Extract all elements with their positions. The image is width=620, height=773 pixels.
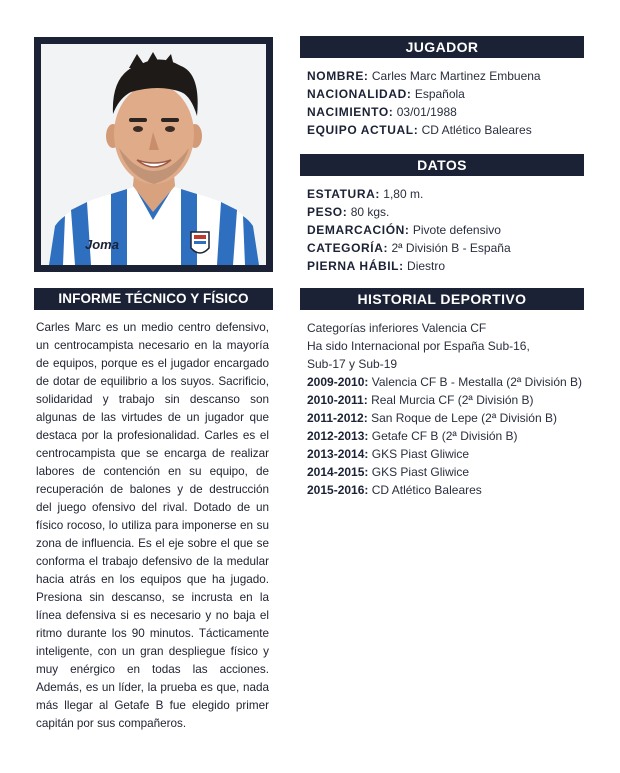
field-value: 2ª División B - España (391, 241, 511, 255)
jugador-section-header: JUGADOR (300, 36, 584, 58)
field-value: Carles Marc Martinez Embuena (371, 69, 541, 83)
season-club: San Roque de Lepe (2ª División B) (371, 411, 557, 425)
field-value: 03/01/1988 (396, 105, 457, 119)
datos-fields (307, 185, 587, 275)
season-club: GKS Piast Gliwice (371, 465, 470, 479)
field-label: PESO: (307, 205, 348, 219)
field-value: 80 kgs. (350, 205, 390, 219)
historial-season (307, 409, 590, 427)
season-years: 2010-2011: (307, 393, 368, 407)
historial-section-header: HISTORIAL DEPORTIVO (300, 288, 584, 310)
season-club: Real Murcia CF (2ª División B) (371, 393, 534, 407)
field-nacionalidad (307, 85, 587, 103)
informe-section-header: INFORME TÉCNICO Y FÍSICO (34, 288, 273, 310)
field-label: NACIONALIDAD: (307, 87, 412, 101)
season-years: 2011-2012: (307, 411, 368, 425)
field-value: Española (414, 87, 465, 101)
historial-list (307, 319, 590, 499)
player-photo (41, 44, 266, 265)
field-estatura (307, 185, 587, 203)
season-years: 2014-2015: (307, 465, 369, 479)
field-label: PIERNA HÁBIL: (307, 259, 404, 273)
season-club: GKS Piast Gliwice (371, 447, 470, 461)
field-demarcacion (307, 221, 587, 239)
field-value: 1,80 m. (383, 187, 424, 201)
season-club: Valencia CF B - Mestalla (2ª División B) (371, 375, 583, 389)
season-years: 2009-2010: (307, 375, 369, 389)
field-label: NOMBRE: (307, 69, 369, 83)
player-photo-frame (34, 37, 273, 272)
historial-season (307, 427, 590, 445)
field-label: CATEGORÍA: (307, 241, 389, 255)
field-value: Pivote defensivo (412, 223, 501, 237)
field-equipo-actual (307, 121, 587, 139)
jugador-fields (307, 67, 587, 139)
historial-season (307, 445, 590, 463)
field-value: CD Atlético Baleares (421, 123, 532, 137)
field-categoria (307, 239, 587, 257)
season-years: 2015-2016: (307, 483, 369, 497)
svg-text:Joma: Joma (85, 237, 119, 252)
historial-intro-line: Ha sido Internacional por España Sub-16, (307, 339, 530, 353)
informe-paragraph: Carles Marc es un medio centro defensivo, un centrocampista necesario en la mayoría de equipos, porque es el jugador encargado de dotar de equilibrio a los suyos. Sacrificio, solidaridad y trabajo sin descanso son algunas de las virtudes de un jugador que destaca por la profesionalidad. Carles es el centrocampista que se encarga de realizar labores de contención en su equipo, de recuperación de balones y de destrucción del juego ofensivo del rival. Dotado de un físico rocoso, lo utiliza para imponerse en su zona de influencia. Es el eje sobre el que se conforma el trabajo defensivo de la medular hacia atrás en los equipos que ha jugado. Presiona sin descanso, se incrusta en la línea defensiva si es necesario y no baja el ritmo durante los 90 minutos. Tácticamente inteligente, con un gran despliegue físico y muy enérgico en todas las acciones. Además, es un líder, la prueba es que, nada más llegar al Getafe B fue elegido primer capitán por sus compañeros. (36, 321, 269, 730)
field-peso (307, 203, 587, 221)
field-value: Diestro (407, 259, 446, 273)
datos-section-header: DATOS (300, 154, 584, 176)
historial-season (307, 373, 590, 391)
season-club: Getafe CF B (2ª División B) (371, 429, 518, 443)
season-years: 2012-2013: (307, 429, 369, 443)
field-label: EQUIPO ACTUAL: (307, 123, 419, 137)
field-nombre (307, 67, 587, 85)
field-label: ESTATURA: (307, 187, 380, 201)
historial-season (307, 481, 590, 499)
historial-season (307, 463, 590, 481)
season-years: 2013-2014: (307, 447, 369, 461)
historial-intro-line: Sub-17 y Sub-19 (307, 357, 398, 371)
season-club: CD Atlético Baleares (371, 483, 482, 497)
player-portrait-illustration (41, 44, 266, 265)
historial-intro-line: Categorías inferiores Valencia CF (307, 321, 487, 335)
historial-season (307, 391, 590, 409)
field-label: DEMARCACIÓN: (307, 223, 410, 237)
field-pierna-habil (307, 257, 587, 275)
field-nacimiento (307, 103, 587, 121)
field-label: NACIMIENTO: (307, 105, 394, 119)
